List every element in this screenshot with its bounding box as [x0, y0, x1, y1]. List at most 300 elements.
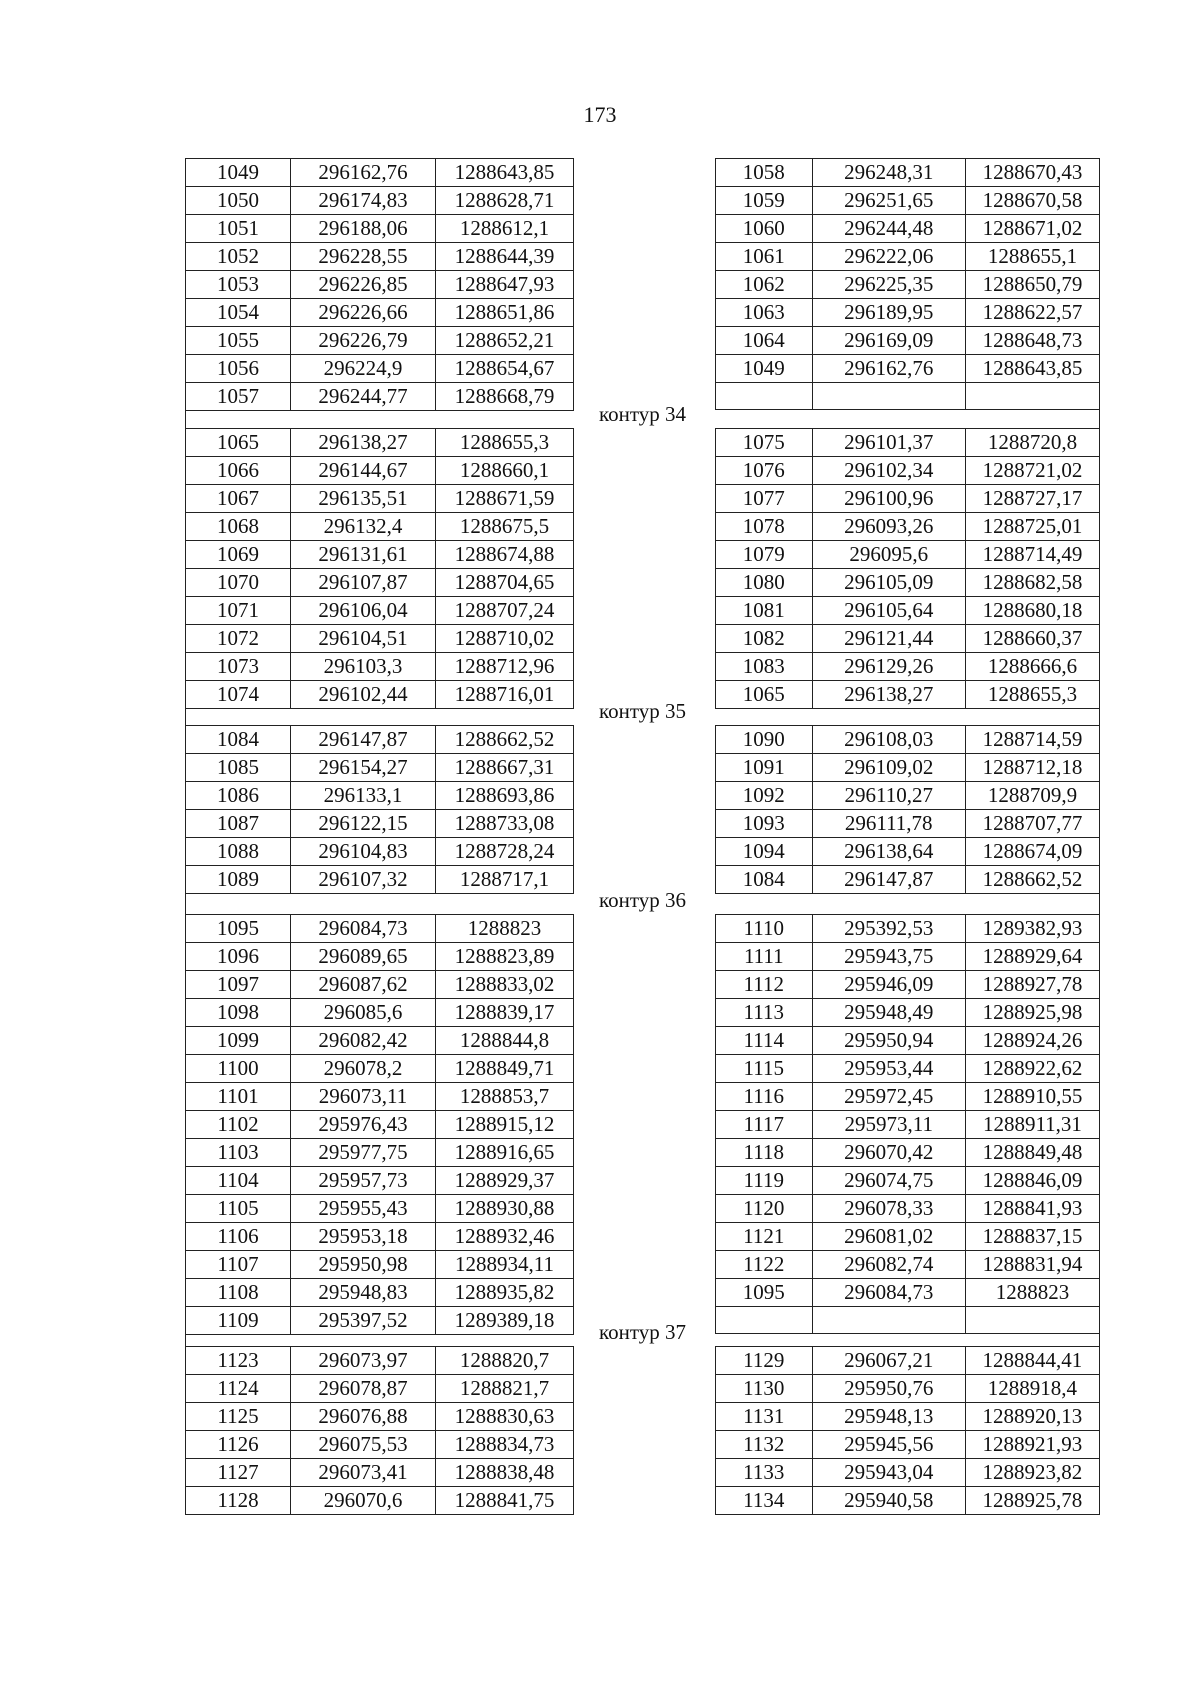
table-row: [716, 327, 1100, 355]
y-coordinate-cell: 1288709,9: [965, 782, 1099, 810]
frame-line: [185, 1346, 186, 1508]
table-row: [186, 1195, 574, 1223]
y-coordinate-cell: 1288918,4: [965, 1375, 1099, 1403]
contour-section: [185, 1346, 1100, 1512]
y-coordinate-cell: [965, 383, 1099, 410]
y-coordinate-cell: 1288675,5: [436, 513, 574, 541]
x-coordinate-cell: 296169,09: [812, 327, 965, 355]
x-coordinate-cell: 296147,87: [291, 726, 436, 754]
x-coordinate-cell: 296104,83: [291, 838, 436, 866]
point-number-cell: 1066: [186, 457, 291, 485]
point-number-cell: 1059: [716, 187, 813, 215]
x-coordinate-cell: 296073,97: [291, 1347, 436, 1375]
x-coordinate-cell: 296222,06: [812, 243, 965, 271]
table-row: [716, 971, 1100, 999]
point-number-cell: 1114: [716, 1027, 813, 1055]
contour-title: контур 35: [185, 698, 1100, 725]
table-row: [186, 569, 574, 597]
x-coordinate-cell: 296104,51: [291, 625, 436, 653]
y-coordinate-cell: 1288929,37: [436, 1167, 574, 1195]
right-coordinate-table: [715, 725, 1100, 894]
y-coordinate-cell: 1288655,1: [965, 243, 1099, 271]
x-coordinate-cell: 296067,21: [812, 1347, 965, 1375]
point-number-cell: 1134: [716, 1487, 813, 1515]
y-coordinate-cell: 1288680,18: [965, 597, 1099, 625]
y-coordinate-cell: 1288647,93: [436, 271, 574, 299]
y-coordinate-cell: 1288844,41: [965, 1347, 1099, 1375]
x-coordinate-cell: 296189,95: [812, 299, 965, 327]
y-coordinate-cell: 1288916,65: [436, 1139, 574, 1167]
table-row: [186, 838, 574, 866]
x-coordinate-cell: 296087,62: [291, 971, 436, 999]
y-coordinate-cell: 1288733,08: [436, 810, 574, 838]
x-coordinate-cell: 295953,44: [812, 1055, 965, 1083]
table-row: [186, 1307, 574, 1335]
point-number-cell: 1076: [716, 457, 813, 485]
y-coordinate-cell: 1288838,48: [436, 1459, 574, 1487]
y-coordinate-cell: 1288846,09: [965, 1167, 1099, 1195]
table-row: [716, 1403, 1100, 1431]
x-coordinate-cell: 295392,53: [812, 915, 965, 943]
y-coordinate-cell: 1288717,1: [436, 866, 574, 894]
x-coordinate-cell: 296226,66: [291, 299, 436, 327]
table-row: [186, 541, 574, 569]
table-row: [716, 1195, 1100, 1223]
y-coordinate-cell: 1288660,1: [436, 457, 574, 485]
point-number-cell: 1112: [716, 971, 813, 999]
frame-line: [185, 914, 186, 1319]
frame-line: [1099, 1346, 1100, 1508]
contour-section: [185, 725, 1100, 891]
y-coordinate-cell: 1288831,94: [965, 1251, 1099, 1279]
x-coordinate-cell: 295397,52: [291, 1307, 436, 1335]
table-row: [186, 810, 574, 838]
point-number-cell: 1069: [186, 541, 291, 569]
x-coordinate-cell: 296093,26: [812, 513, 965, 541]
frame-line: [185, 158, 186, 401]
table-row: [716, 1375, 1100, 1403]
x-coordinate-cell: 296078,2: [291, 1055, 436, 1083]
table-row: [186, 243, 574, 271]
point-number-cell: 1060: [716, 215, 813, 243]
point-number-cell: 1049: [716, 355, 813, 383]
y-coordinate-cell: 1288704,65: [436, 569, 574, 597]
point-number-cell: 1102: [186, 1111, 291, 1139]
point-number-cell: 1117: [716, 1111, 813, 1139]
table-row: [716, 159, 1100, 187]
point-number-cell: 1085: [186, 754, 291, 782]
y-coordinate-cell: 1288662,52: [965, 866, 1099, 894]
table-row: [716, 299, 1100, 327]
x-coordinate-cell: 295945,56: [812, 1431, 965, 1459]
y-coordinate-cell: 1288644,39: [436, 243, 574, 271]
table-row: [186, 1403, 574, 1431]
x-coordinate-cell: 296105,64: [812, 597, 965, 625]
table-row: [186, 1375, 574, 1403]
y-coordinate-cell: 1288930,88: [436, 1195, 574, 1223]
table-row: [186, 457, 574, 485]
y-coordinate-cell: 1288821,7: [436, 1375, 574, 1403]
y-coordinate-cell: 1288674,88: [436, 541, 574, 569]
contour-title: контур 34: [185, 401, 1100, 428]
x-coordinate-cell: 296110,27: [812, 782, 965, 810]
point-number-cell: 1111: [716, 943, 813, 971]
table-row: [186, 1431, 574, 1459]
table-row: [716, 1111, 1100, 1139]
table-row: [186, 299, 574, 327]
point-number-cell: 1081: [716, 597, 813, 625]
coordinate-sheet: [185, 158, 1100, 1512]
table-row: [716, 999, 1100, 1027]
y-coordinate-cell: 1288670,43: [965, 159, 1099, 187]
x-coordinate-cell: 296129,26: [812, 653, 965, 681]
y-coordinate-cell: 1288655,3: [436, 429, 574, 457]
x-coordinate-cell: 295940,58: [812, 1487, 965, 1515]
y-coordinate-cell: 1288667,31: [436, 754, 574, 782]
table-row: [186, 215, 574, 243]
point-number-cell: 1082: [716, 625, 813, 653]
point-number-cell: 1067: [186, 485, 291, 513]
y-coordinate-cell: 1288921,93: [965, 1431, 1099, 1459]
y-coordinate-cell: 1289389,18: [436, 1307, 574, 1335]
table-row: [716, 1167, 1100, 1195]
right-coordinate-table: [715, 914, 1100, 1334]
point-number-cell: 1063: [716, 299, 813, 327]
point-number-cell: 1123: [186, 1347, 291, 1375]
y-coordinate-cell: 1288934,11: [436, 1251, 574, 1279]
table-row: [186, 271, 574, 299]
x-coordinate-cell: 296085,6: [291, 999, 436, 1027]
table-row: [716, 243, 1100, 271]
x-coordinate-cell: 296089,65: [291, 943, 436, 971]
table-row: [716, 271, 1100, 299]
table-row: [716, 838, 1100, 866]
x-coordinate-cell: 296226,79: [291, 327, 436, 355]
point-number-cell: 1056: [186, 355, 291, 383]
y-coordinate-cell: 1288612,1: [436, 215, 574, 243]
y-coordinate-cell: 1288927,78: [965, 971, 1099, 999]
contour-title: контур 37: [185, 1319, 1100, 1346]
y-coordinate-cell: 1288849,48: [965, 1139, 1099, 1167]
x-coordinate-cell: 296070,42: [812, 1139, 965, 1167]
y-coordinate-cell: 1288823: [965, 1279, 1099, 1307]
table-row: [186, 383, 574, 411]
x-coordinate-cell: 296084,73: [291, 915, 436, 943]
contour-section: [185, 158, 1100, 408]
x-coordinate-cell: 296082,42: [291, 1027, 436, 1055]
point-number-cell: 1124: [186, 1375, 291, 1403]
point-number-cell: 1131: [716, 1403, 813, 1431]
y-coordinate-cell: 1288707,77: [965, 810, 1099, 838]
point-number-cell: 1051: [186, 215, 291, 243]
x-coordinate-cell: 295973,11: [812, 1111, 965, 1139]
x-coordinate-cell: 296188,06: [291, 215, 436, 243]
y-coordinate-cell: 1288628,71: [436, 187, 574, 215]
point-number-cell: 1130: [716, 1375, 813, 1403]
x-coordinate-cell: 296147,87: [812, 866, 965, 894]
point-number-cell: 1057: [186, 383, 291, 411]
x-coordinate-cell: 296225,35: [812, 271, 965, 299]
point-number-cell: 1049: [186, 159, 291, 187]
point-number-cell: 1106: [186, 1223, 291, 1251]
frame-line: [1099, 725, 1100, 887]
frame-line: [1099, 428, 1100, 698]
point-number-cell: 1090: [716, 726, 813, 754]
left-coordinate-table: [185, 1346, 574, 1515]
point-number-cell: 1087: [186, 810, 291, 838]
point-number-cell: [716, 383, 813, 410]
table-row: [716, 653, 1100, 681]
point-number-cell: 1099: [186, 1027, 291, 1055]
y-coordinate-cell: 1288654,67: [436, 355, 574, 383]
contour-section: [185, 428, 1100, 706]
table-row: [716, 1027, 1100, 1055]
x-coordinate-cell: 296228,55: [291, 243, 436, 271]
x-coordinate-cell: 295977,75: [291, 1139, 436, 1167]
table-row: [186, 1083, 574, 1111]
x-coordinate-cell: 296076,88: [291, 1403, 436, 1431]
point-number-cell: 1110: [716, 915, 813, 943]
y-coordinate-cell: 1289382,93: [965, 915, 1099, 943]
x-coordinate-cell: 296138,27: [291, 429, 436, 457]
x-coordinate-cell: 296132,4: [291, 513, 436, 541]
y-coordinate-cell: 1288922,62: [965, 1055, 1099, 1083]
table-row: [716, 1223, 1100, 1251]
left-coordinate-table: [185, 428, 574, 709]
table-row: [186, 1459, 574, 1487]
y-coordinate-cell: 1288662,52: [436, 726, 574, 754]
point-number-cell: 1101: [186, 1083, 291, 1111]
x-coordinate-cell: 295950,94: [812, 1027, 965, 1055]
x-coordinate-cell: 296107,87: [291, 569, 436, 597]
y-coordinate-cell: 1288648,73: [965, 327, 1099, 355]
right-coordinate-table: [715, 158, 1100, 410]
point-number-cell: 1055: [186, 327, 291, 355]
y-coordinate-cell: 1288651,86: [436, 299, 574, 327]
x-coordinate-cell: 295946,09: [812, 971, 965, 999]
x-coordinate-cell: 295948,13: [812, 1403, 965, 1431]
x-coordinate-cell: 296154,27: [291, 754, 436, 782]
table-row: [186, 429, 574, 457]
table-row: [716, 866, 1100, 894]
x-coordinate-cell: 295943,75: [812, 943, 965, 971]
table-row: [186, 726, 574, 754]
x-coordinate-cell: 295948,83: [291, 1279, 436, 1307]
y-coordinate-cell: 1288714,59: [965, 726, 1099, 754]
point-number-cell: 1088: [186, 838, 291, 866]
table-row: [186, 187, 574, 215]
y-coordinate-cell: 1288720,8: [965, 429, 1099, 457]
point-number-cell: 1079: [716, 541, 813, 569]
table-row: [716, 726, 1100, 754]
table-row: [716, 681, 1100, 709]
x-coordinate-cell: 296162,76: [812, 355, 965, 383]
x-coordinate-cell: 296082,74: [812, 1251, 965, 1279]
y-coordinate-cell: 1288823,89: [436, 943, 574, 971]
point-number-cell: 1113: [716, 999, 813, 1027]
table-row: [716, 1139, 1100, 1167]
table-row: [716, 1055, 1100, 1083]
x-coordinate-cell: 295950,98: [291, 1251, 436, 1279]
point-number-cell: 1074: [186, 681, 291, 709]
x-coordinate-cell: 296102,44: [291, 681, 436, 709]
point-number-cell: 1119: [716, 1167, 813, 1195]
x-coordinate-cell: 296251,65: [812, 187, 965, 215]
point-number-cell: 1095: [186, 915, 291, 943]
y-coordinate-cell: 1288682,58: [965, 569, 1099, 597]
point-number-cell: 1129: [716, 1347, 813, 1375]
point-number-cell: 1098: [186, 999, 291, 1027]
x-coordinate-cell: 296105,09: [812, 569, 965, 597]
left-coordinate-table: [185, 158, 574, 411]
table-row: [716, 355, 1100, 383]
point-number-cell: 1104: [186, 1167, 291, 1195]
point-number-cell: 1118: [716, 1139, 813, 1167]
page-number: 173: [583, 102, 617, 127]
table-row: [716, 383, 1100, 410]
point-number-cell: 1133: [716, 1459, 813, 1487]
x-coordinate-cell: 296103,3: [291, 653, 436, 681]
frame-line: [185, 725, 186, 887]
point-number-cell: 1064: [716, 327, 813, 355]
point-number-cell: 1092: [716, 782, 813, 810]
left-coordinate-table: [185, 725, 574, 894]
x-coordinate-cell: 296131,61: [291, 541, 436, 569]
y-coordinate-cell: 1288910,55: [965, 1083, 1099, 1111]
frame-line: [1099, 914, 1100, 1319]
x-coordinate-cell: 296226,85: [291, 271, 436, 299]
point-number-cell: 1086: [186, 782, 291, 810]
x-coordinate-cell: 296138,64: [812, 838, 965, 866]
table-row: [716, 1251, 1100, 1279]
point-number-cell: 1052: [186, 243, 291, 271]
point-number-cell: 1091: [716, 754, 813, 782]
table-row: [716, 569, 1100, 597]
table-row: [186, 625, 574, 653]
point-number-cell: 1070: [186, 569, 291, 597]
y-coordinate-cell: 1288923,82: [965, 1459, 1099, 1487]
y-coordinate-cell: 1288932,46: [436, 1223, 574, 1251]
point-number-cell: 1072: [186, 625, 291, 653]
x-coordinate-cell: 296078,33: [812, 1195, 965, 1223]
x-coordinate-cell: 296121,44: [812, 625, 965, 653]
x-coordinate-cell: 295953,18: [291, 1223, 436, 1251]
table-row: [716, 1459, 1100, 1487]
y-coordinate-cell: 1288833,02: [436, 971, 574, 999]
point-number-cell: 1105: [186, 1195, 291, 1223]
point-number-cell: 1120: [716, 1195, 813, 1223]
x-coordinate-cell: 296073,41: [291, 1459, 436, 1487]
table-row: [186, 1055, 574, 1083]
point-number-cell: 1062: [716, 271, 813, 299]
point-number-cell: 1108: [186, 1279, 291, 1307]
table-row: [186, 1167, 574, 1195]
table-row: [186, 866, 574, 894]
y-coordinate-cell: 1288911,31: [965, 1111, 1099, 1139]
point-number-cell: 1128: [186, 1487, 291, 1515]
table-row: [186, 1139, 574, 1167]
y-coordinate-cell: 1288660,37: [965, 625, 1099, 653]
y-coordinate-cell: [965, 1307, 1099, 1334]
point-number-cell: 1073: [186, 653, 291, 681]
x-coordinate-cell: 296224,9: [291, 355, 436, 383]
table-row: [186, 159, 574, 187]
table-row: [716, 1487, 1100, 1515]
y-coordinate-cell: 1288849,71: [436, 1055, 574, 1083]
point-number-cell: 1077: [716, 485, 813, 513]
y-coordinate-cell: 1288925,98: [965, 999, 1099, 1027]
point-number-cell: 1122: [716, 1251, 813, 1279]
x-coordinate-cell: 296162,76: [291, 159, 436, 187]
point-number-cell: 1050: [186, 187, 291, 215]
y-coordinate-cell: 1288721,02: [965, 457, 1099, 485]
y-coordinate-cell: 1288655,3: [965, 681, 1099, 709]
point-number-cell: 1100: [186, 1055, 291, 1083]
x-coordinate-cell: 296244,77: [291, 383, 436, 411]
table-row: [716, 541, 1100, 569]
y-coordinate-cell: 1288652,21: [436, 327, 574, 355]
table-row: [716, 429, 1100, 457]
point-number-cell: 1107: [186, 1251, 291, 1279]
x-coordinate-cell: 296073,11: [291, 1083, 436, 1111]
table-row: [186, 971, 574, 999]
y-coordinate-cell: 1288712,96: [436, 653, 574, 681]
y-coordinate-cell: 1288650,79: [965, 271, 1099, 299]
y-coordinate-cell: 1288643,85: [965, 355, 1099, 383]
y-coordinate-cell: 1288643,85: [436, 159, 574, 187]
y-coordinate-cell: 1288728,24: [436, 838, 574, 866]
x-coordinate-cell: 296111,78: [812, 810, 965, 838]
y-coordinate-cell: 1288820,7: [436, 1347, 574, 1375]
point-number-cell: 1084: [716, 866, 813, 894]
x-coordinate-cell: [812, 1307, 965, 1334]
point-number-cell: 1116: [716, 1083, 813, 1111]
point-number-cell: 1065: [716, 681, 813, 709]
x-coordinate-cell: 296144,67: [291, 457, 436, 485]
y-coordinate-cell: 1288693,86: [436, 782, 574, 810]
frame-line: [1099, 158, 1100, 401]
table-row: [186, 1251, 574, 1279]
y-coordinate-cell: 1288670,58: [965, 187, 1099, 215]
x-coordinate-cell: 296138,27: [812, 681, 965, 709]
y-coordinate-cell: 1288929,64: [965, 943, 1099, 971]
table-row: [716, 1347, 1100, 1375]
x-coordinate-cell: 296133,1: [291, 782, 436, 810]
x-coordinate-cell: 296100,96: [812, 485, 965, 513]
x-coordinate-cell: 296102,34: [812, 457, 965, 485]
table-row: [186, 943, 574, 971]
x-coordinate-cell: 295957,73: [291, 1167, 436, 1195]
y-coordinate-cell: 1288841,75: [436, 1487, 574, 1515]
point-number-cell: 1127: [186, 1459, 291, 1487]
y-coordinate-cell: 1288837,15: [965, 1223, 1099, 1251]
y-coordinate-cell: 1288830,63: [436, 1403, 574, 1431]
table-row: [716, 215, 1100, 243]
x-coordinate-cell: 295943,04: [812, 1459, 965, 1487]
y-coordinate-cell: 1288841,93: [965, 1195, 1099, 1223]
x-coordinate-cell: 296174,83: [291, 187, 436, 215]
x-coordinate-cell: 295948,49: [812, 999, 965, 1027]
point-number-cell: 1094: [716, 838, 813, 866]
table-row: [186, 754, 574, 782]
table-row: [186, 1487, 574, 1515]
point-number-cell: 1068: [186, 513, 291, 541]
right-coordinate-table: [715, 428, 1100, 709]
table-row: [186, 653, 574, 681]
y-coordinate-cell: 1288666,6: [965, 653, 1099, 681]
y-coordinate-cell: 1288924,26: [965, 1027, 1099, 1055]
point-number-cell: 1097: [186, 971, 291, 999]
